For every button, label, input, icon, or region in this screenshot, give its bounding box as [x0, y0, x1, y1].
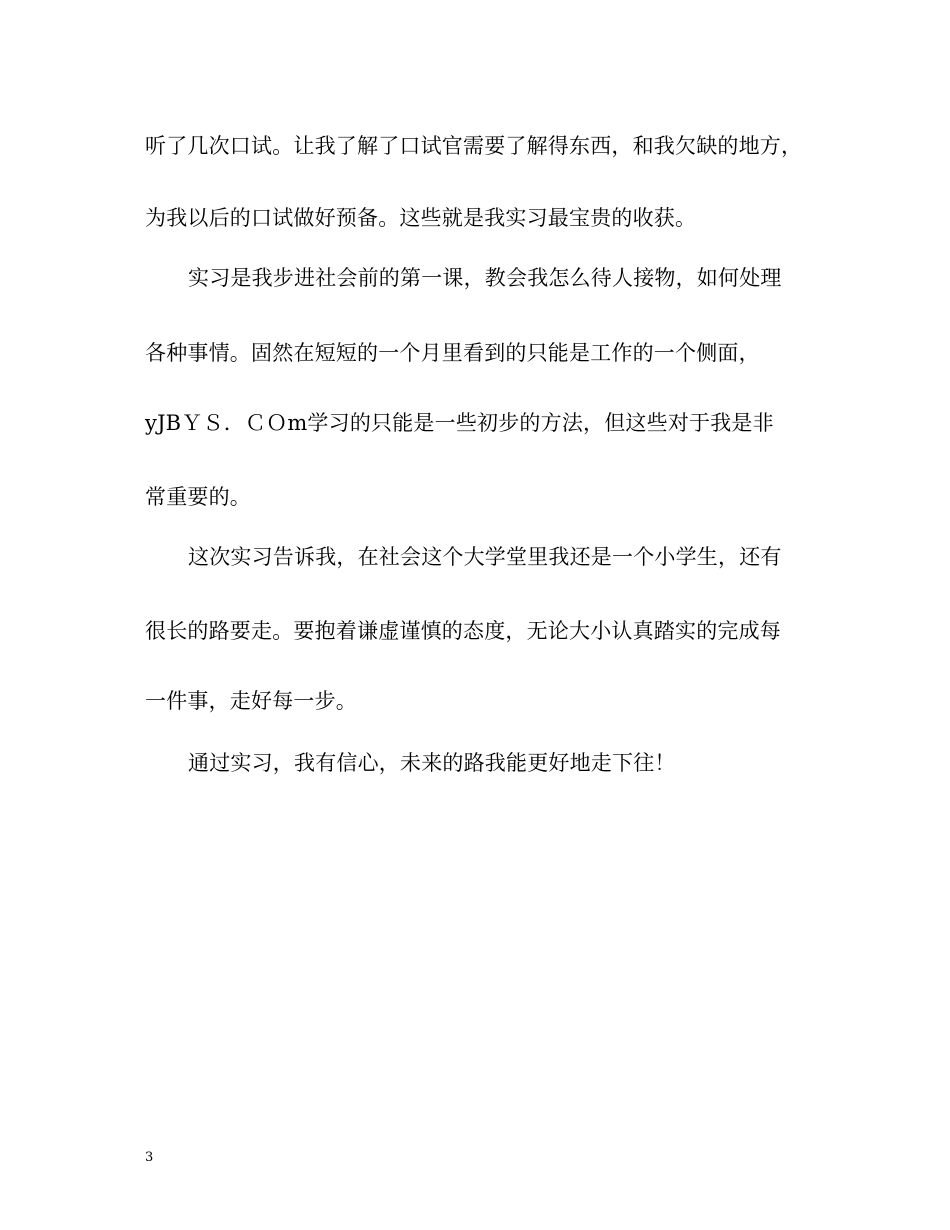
paragraph-line: 很长的路要走。要抱着谦虚谨慎的态度，无论大小认真踏实的完成每 [145, 619, 781, 643]
paragraph-line: yJBＹＳ．ＣＯm学习的只能是一些初步的方法，但这些对于我是非 [145, 411, 774, 435]
page-number: 3 [145, 1150, 154, 1165]
paragraph-line: 常重要的。 [145, 485, 251, 509]
paragraph-line: 通过实习，我有信心，未来的路我能更好地走下往！ [188, 751, 676, 775]
paragraph-line: 一件事，走好每一步。 [145, 689, 357, 713]
paragraph-line: 各种事情。固然在短短的一个月里看到的只能是工作的一个侧面， [145, 341, 760, 365]
paragraph-line: 实习是我步进社会前的第一课，教会我怎么待人接物，如何处理 [188, 266, 782, 290]
paragraph-line: 听了几次口试。让我了解了口试官需要了解得东西，和我欠缺的地方， [145, 134, 803, 158]
paragraph-line: 这次实习告诉我，在社会这个大学堂里我还是一个小学生，还有 [188, 545, 782, 569]
paragraph-line: 为我以后的口试做好预备。这些就是我实习最宝贵的收获。 [145, 206, 697, 230]
